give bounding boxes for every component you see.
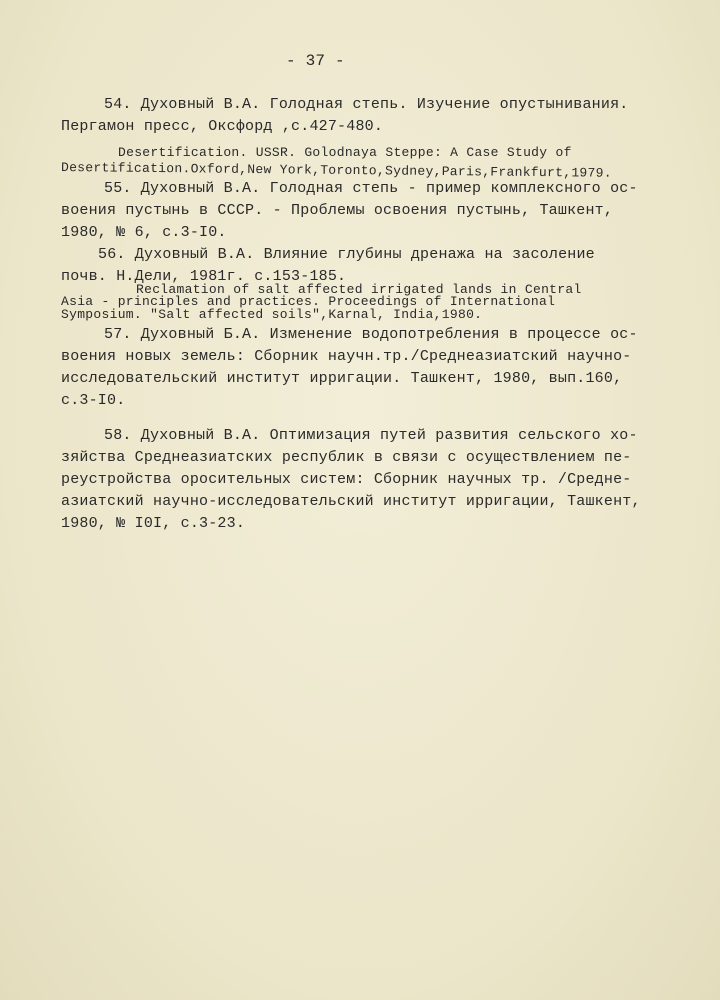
ref-54-line-2: Пергамон пресс, Оксфорд ,с.427-480. bbox=[61, 118, 384, 135]
ref-56-english-line-2: Asia - principles and practices. Proceedings of International bbox=[61, 294, 556, 309]
ref-57-line-4: с.3-I0. bbox=[61, 392, 126, 409]
ref-55-line-2: воения пустынь в СССР. - Проблемы освоения пустынь, Ташкент, bbox=[61, 202, 614, 219]
ref-54-english-line-1: Desertification. USSR. Golodnaya Steppe: A Case Study of bbox=[118, 145, 572, 160]
ref-58-line-3: реустройства оросительных систем: Сборник научных тр. /Средне- bbox=[61, 471, 632, 488]
ref-58-line-4: азиатский научно-исследовательский институт ирригации, Ташкент, bbox=[61, 493, 641, 510]
ref-58-line-1: 58. Духовный В.А. Оптимизация путей развития сельского хо- bbox=[104, 427, 638, 444]
ref-56-line-2: почв. Н.Дели, 1981г. с.153-185. bbox=[61, 268, 347, 285]
ref-57-line-1: 57. Духовный Б.А. Изменение водопотребления в процессе ос- bbox=[104, 326, 638, 343]
ref-56-line-1: 56. Духовный В.А. Влияние глубины дренажа на засоление bbox=[98, 246, 595, 263]
ref-58-line-2: зяйства Среднеазиатских республик в связи с осуществлением пе- bbox=[61, 449, 632, 466]
ref-54-english-line-2: Desertification.Oxford,New York,Toronto,Sydney,Paris,Frankfurt,1979. bbox=[60, 160, 612, 181]
ref-57-line-3: исследовательский институт ирригации. Ташкент, 1980, вып.160, bbox=[61, 370, 623, 387]
page-number: - 37 - bbox=[286, 52, 345, 70]
ref-56-english-line-1: Reclamation of salt affected irrigated lands in Central bbox=[136, 282, 582, 297]
ref-55-line-1: 55. Духовный В.А. Голодная степь - пример комплексного ос- bbox=[104, 180, 638, 197]
ref-58-line-5: 1980, № I0I, с.3-23. bbox=[61, 515, 246, 532]
ref-56-english-line-3: Symposium. "Salt affected soils",Karnal, India,1980. bbox=[61, 307, 483, 322]
ref-54-line-1: 54. Духовный В.А. Голодная степь. Изучение опустынивания. bbox=[104, 96, 629, 113]
ref-57-line-2: воения новых земель: Сборник научн.тр./Среднеазиатский научно- bbox=[61, 348, 632, 365]
ref-55-line-3: 1980, № 6, с.3-I0. bbox=[61, 224, 227, 241]
